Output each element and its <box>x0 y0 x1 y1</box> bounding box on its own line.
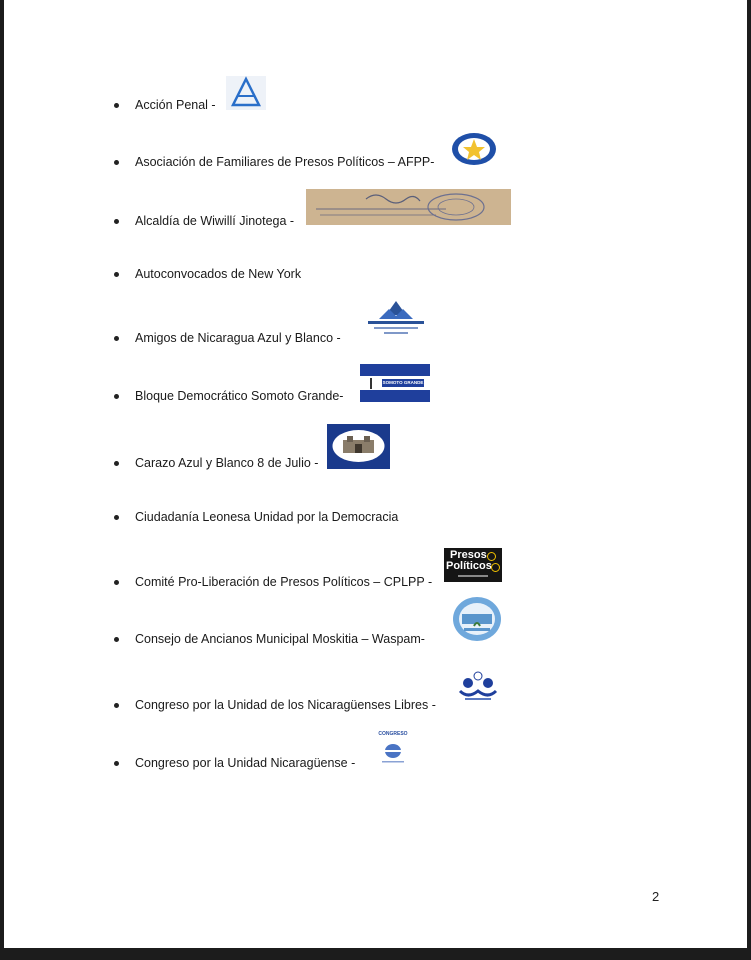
item-label: Ciudadanía Leonesa Unidad por la Democracia <box>135 510 399 524</box>
bullet <box>114 160 119 165</box>
item-label: Comité Pro-Liberación de Presos Políticos – CPLPP - <box>135 575 433 589</box>
list-item <box>4 698 747 712</box>
list-item <box>4 632 747 646</box>
bullet <box>114 461 119 466</box>
bullet <box>114 272 119 277</box>
bullet <box>114 580 119 585</box>
consejo-ancianos-logo-icon <box>452 596 502 642</box>
amigos-nicaragua-logo-icon <box>362 299 430 337</box>
cplpp-logo-icon <box>444 548 502 582</box>
congreso-libres-logo-icon <box>457 671 499 703</box>
bullet <box>114 761 119 766</box>
page-number: 2 <box>652 889 660 904</box>
list-item <box>4 510 747 524</box>
item-label: Bloque Democrático Somoto Grande- <box>135 389 344 403</box>
bullet <box>114 703 119 708</box>
accion-penal-logo-icon <box>226 76 266 110</box>
item-label: Acción Penal - <box>135 98 216 112</box>
list-item <box>4 155 747 169</box>
item-label: Congreso por la Unidad Nicaragüense - <box>135 756 356 770</box>
list-item <box>4 731 747 770</box>
bloque-somoto-flag-icon <box>360 364 430 402</box>
bullet <box>114 394 119 399</box>
afpp-logo-icon <box>450 129 498 169</box>
item-label: Consejo de Ancianos Municipal Moskitia – Waspam- <box>135 632 425 646</box>
item-label: Congreso por la Unidad de los Nicaragüenses Libres - <box>135 698 436 712</box>
list-item <box>4 331 747 345</box>
item-label: Autoconvocados de New York <box>135 267 302 281</box>
item-label: Amigos de Nicaragua Azul y Blanco - <box>135 331 341 345</box>
politicos-text: Políticos <box>446 560 492 572</box>
list-item <box>4 380 747 403</box>
bullet <box>114 515 119 520</box>
presos-text: Presos <box>450 549 487 561</box>
carazo-logo-icon <box>327 424 390 469</box>
somoto-grande-text: SOMOTO GRANDE <box>382 380 424 385</box>
item-label: Carazo Azul y Blanco 8 de Julio - <box>135 456 319 470</box>
congreso-unidad-logo-icon <box>368 731 418 765</box>
document-page <box>4 0 747 948</box>
bullet <box>114 336 119 341</box>
alcaldia-wiwilli-seal-icon <box>306 189 511 225</box>
list-item <box>4 214 747 228</box>
item-label: Alcaldía de Wiwillí Jinotega - <box>135 214 295 228</box>
bullet <box>114 637 119 642</box>
bullet <box>114 219 119 224</box>
list-item <box>4 549 747 589</box>
list-item <box>4 456 747 470</box>
bullet <box>114 103 119 108</box>
item-label: Asociación de Familiares de Presos Políticos – AFPP- <box>135 155 435 169</box>
list-item <box>4 98 747 112</box>
congreso-text: CONGRESO <box>378 731 408 737</box>
list-item <box>4 267 747 281</box>
